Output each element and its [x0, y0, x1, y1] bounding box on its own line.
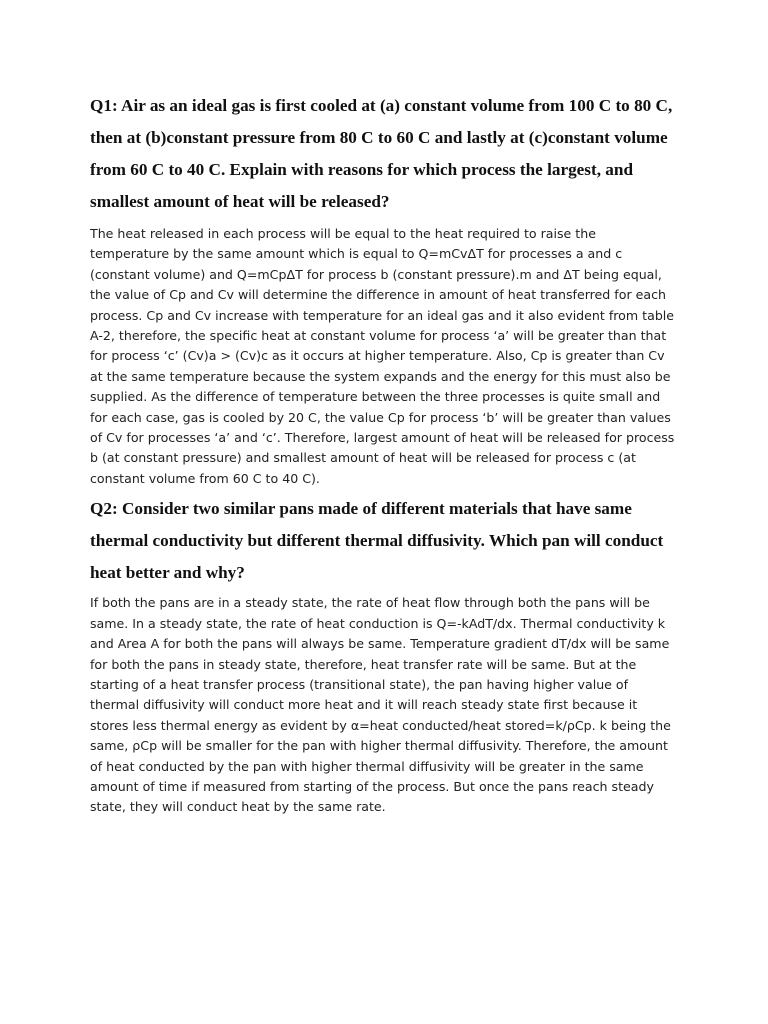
question-1-heading: Q1: Air as an ideal gas is first cooled at (a) constant volume from 100 C to 80 C, then at (b)constant pressure from 80 C to 60 C and lastly at (c)constant volume from 60 C to 40 C. Explain with reasons for which process the largest, and smallest amount of heat will be released?	[90, 96, 673, 211]
question-2-heading: Q2: Consider two similar pans made of different materials that have same thermal conductivity but different thermal diffusivity. Which pan will conduct heat better and why?	[90, 499, 664, 583]
answer-2-paragraph: If both the pans are in a steady state, the rate of heat flow through both the pans will be same. In a steady state, the rate of heat conduction is Q=-kAdT/dx. Thermal conductivity k and Area A for both the pans will always be same. Temperature gradient dT/dx will be same for both the pans in steady state, therefore, heat transfer rate will be same. But at the starting of a heat transfer process (transitional state), the pan having higher value of thermal diffusivity will conduct more heat and it will reach steady state first because it stores less thermal energy as evident by α=heat conducted/heat stored=k/ρCp. k being the same, ρCp will be smaller for the pan with higher thermal diffusivity. Therefore, the amount of heat conducted by the pan with higher thermal diffusivity will be greater in the same amount of time if measured from starting of the process. But once the pans reach steady state, they will conduct heat by the same rate.	[90, 595, 671, 815]
answer-1-paragraph: The heat released in each process will be equal to the heat required to raise the temperature by the same amount which is equal to Q=mCvΔT for processes a and c (constant volume) and Q=mCpΔT for process b (constant pressure).m and ΔT being equal, the value of Cp and Cv will determine the difference in amount of heat transferred for each process. Cp and Cv increase with temperature for an ideal gas and it also evident from table A-2, therefore, the specific heat at constant volume for process ‘a’ will be greater than that for process ‘c’ (Cv)a > (Cv)c as it occurs at higher temperature. Also, Cp is greater than Cv at the same temperature because the system expands and the energy for this must also be supplied. As the difference of temperature between the three processes is quite small and for each case, gas is cooled by 20 C, the value Cp for process ‘b’ will be greater than values of Cv for processes ‘a’ and ‘c’. Therefore, largest amount of heat will be released for process b (at constant pressure) and smallest amount of heat will be released for process c (at constant volume from 60 C to 40 C).	[90, 226, 675, 486]
document-body	[90, 90, 678, 818]
